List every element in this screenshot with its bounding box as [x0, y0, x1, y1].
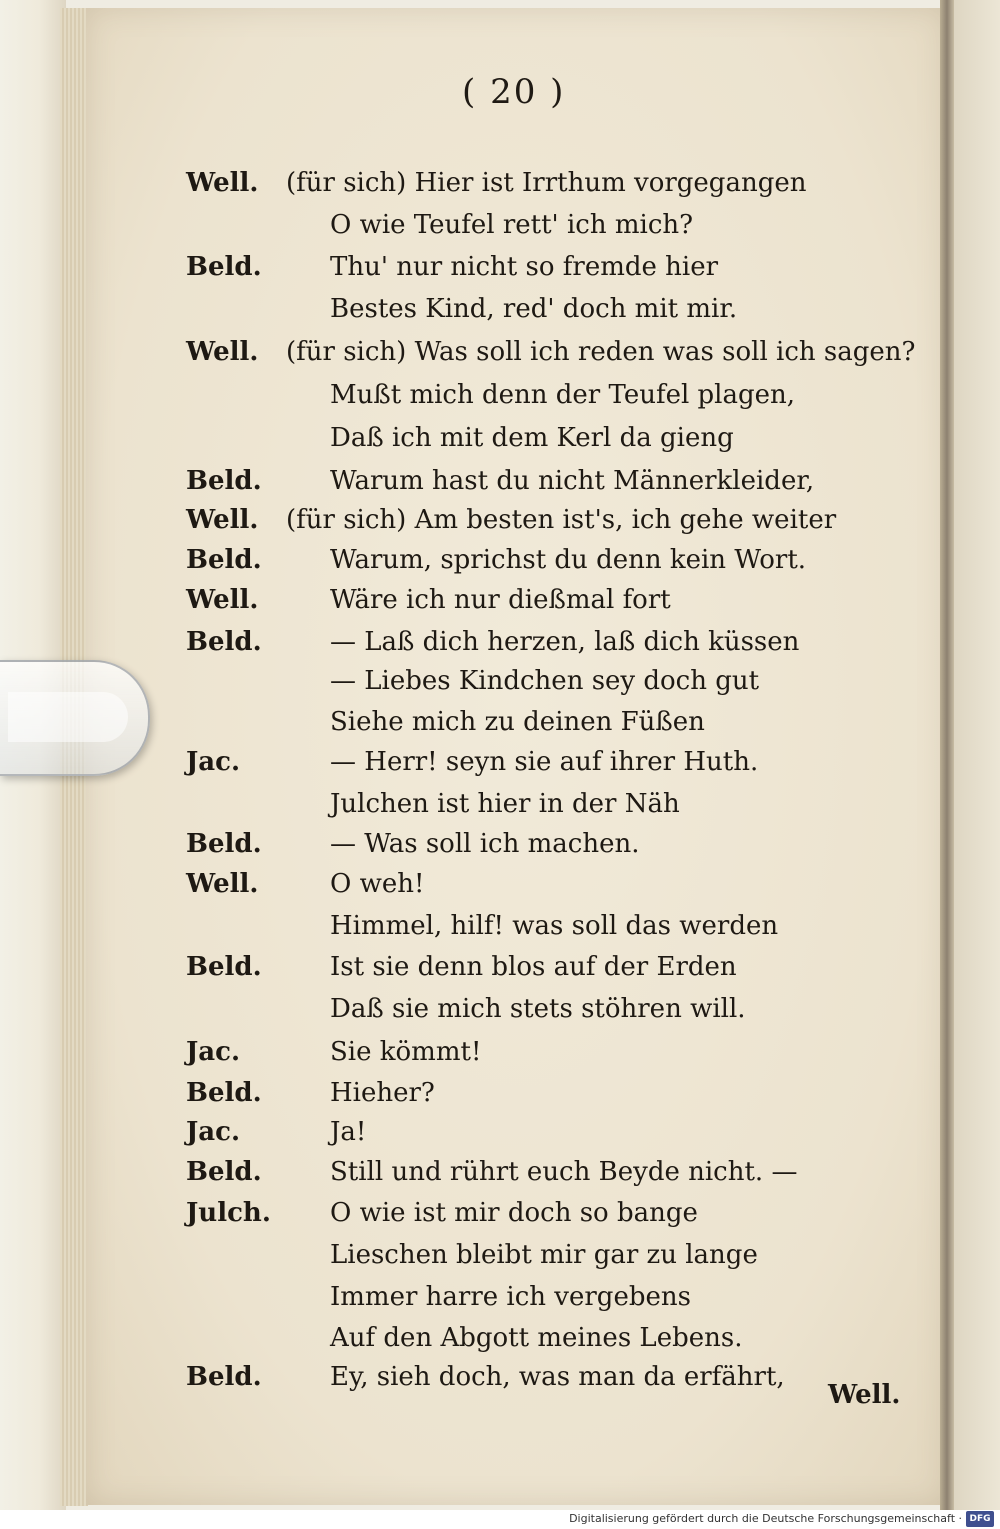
speaker-label: Well. — [186, 337, 259, 367]
verse-text: Ey, sieh doch, was man da erfährt, — [330, 1362, 785, 1392]
page-number: ( 20 ) — [462, 72, 566, 112]
facing-page-edge — [954, 0, 1000, 1510]
verse-text: Himmel, hilf! was soll das werden — [330, 911, 779, 941]
verse-line — [0, 540, 940, 580]
verse-line — [0, 864, 940, 904]
verse-line — [0, 1032, 940, 1072]
speaker-label: Beld. — [186, 1078, 262, 1108]
verse-text: Still und rührt euch Beyde nicht. — — [330, 1157, 798, 1187]
catchword: Well. — [828, 1380, 901, 1410]
speaker-label: Beld. — [186, 627, 262, 657]
verse-text: Daß ich mit dem Kerl da gieng — [330, 423, 734, 453]
speaker-label: Well. — [186, 505, 259, 535]
verse-text: Warum, sprichst du denn kein Wort. — [330, 545, 807, 575]
verse-text: Daß sie mich stets stöhren will. — [330, 994, 746, 1024]
verse-text: Lieschen bleibt mir gar zu lange — [330, 1240, 758, 1270]
verse-line — [0, 461, 940, 501]
speaker-label: Beld. — [186, 545, 262, 575]
verse-line — [0, 947, 940, 987]
verse-text: Ist sie denn blos auf der Erden — [330, 952, 737, 982]
verse-text: Thu' nur nicht so fremde hier — [330, 252, 719, 282]
verse-text: O wie Teufel rett' ich mich? — [330, 210, 694, 240]
verse-line — [0, 784, 940, 824]
speaker-label: Beld. — [186, 1362, 262, 1392]
verse-line — [0, 500, 940, 540]
verse-text: Siehe mich zu deinen Füßen — [330, 707, 705, 737]
verse-text: Immer harre ich vergebens — [330, 1282, 691, 1312]
verse-text: Sie kömmt! — [330, 1037, 482, 1067]
verse-text: Mußt mich denn der Teufel plagen, — [330, 380, 796, 410]
speaker-label: Jac. — [186, 1117, 241, 1147]
verse-line — [0, 418, 940, 458]
verse-text: — Herr! seyn sie auf ihrer Huth. — [330, 747, 759, 777]
verse-line — [0, 661, 940, 701]
verse-line — [0, 580, 940, 620]
verse-line — [0, 622, 940, 662]
verse-line — [0, 906, 940, 946]
verse-line — [0, 1152, 940, 1192]
verse-line — [0, 1112, 940, 1152]
verse-line — [0, 1357, 940, 1397]
verse-line — [0, 289, 940, 329]
dfg-logo: DFG — [966, 1511, 994, 1527]
verse-text: (für sich) Was soll ich reden was soll ich sagen? — [286, 337, 916, 367]
verse-line — [0, 332, 940, 372]
speaker-label: Beld. — [186, 466, 262, 496]
verse-line — [0, 742, 940, 782]
verse-line — [0, 1277, 940, 1317]
verse-line — [0, 1318, 940, 1358]
verse-text: Julchen ist hier in der Näh — [330, 789, 680, 819]
footer-credit: Digitalisierung gefördert durch die Deutsche Forschungsgemeinschaft · — [569, 1512, 962, 1525]
verse-line — [0, 1193, 940, 1233]
speaker-label: Well. — [186, 869, 259, 899]
verse-text: O weh! — [330, 869, 425, 899]
speaker-label: Well. — [186, 168, 259, 198]
verse-text: Hieher? — [330, 1078, 435, 1108]
verse-line — [0, 702, 940, 742]
verse-line — [0, 247, 940, 287]
verse-line — [0, 1235, 940, 1275]
book-gutter — [940, 0, 954, 1510]
speaker-label: Beld. — [186, 1157, 262, 1187]
verse-text: O wie ist mir doch so bange — [330, 1198, 698, 1228]
verse-line — [0, 989, 940, 1029]
speaker-label: Well. — [186, 585, 259, 615]
verse-text: Auf den Abgott meines Lebens. — [330, 1323, 743, 1353]
verse-text: — Laß dich herzen, laß dich küssen — [330, 627, 800, 657]
speaker-label: Jac. — [186, 747, 241, 777]
speaker-label: Beld. — [186, 252, 262, 282]
verse-text: — Was soll ich machen. — [330, 829, 640, 859]
verse-line — [0, 375, 940, 415]
verse-text: Warum hast du nicht Männerkleider, — [330, 466, 815, 496]
verse-line — [0, 163, 940, 203]
verse-text: — Liebes Kindchen sey doch gut — [330, 666, 760, 696]
speaker-label: Beld. — [186, 952, 262, 982]
verse-text: Wäre ich nur dießmal fort — [330, 585, 671, 615]
verse-text: Ja! — [330, 1117, 367, 1147]
verse-line — [0, 1073, 940, 1113]
verse-text: Bestes Kind, red' doch mit mir. — [330, 294, 738, 324]
verse-text: (für sich) Hier ist Irrthum vorgegangen — [286, 168, 807, 198]
speaker-label: Jac. — [186, 1037, 241, 1067]
verse-text: (für sich) Am besten ist's, ich gehe weiter — [286, 505, 837, 535]
speaker-label: Julch. — [186, 1198, 271, 1228]
speaker-label: Beld. — [186, 829, 262, 859]
verse-line — [0, 824, 940, 864]
verse-line — [0, 205, 940, 245]
